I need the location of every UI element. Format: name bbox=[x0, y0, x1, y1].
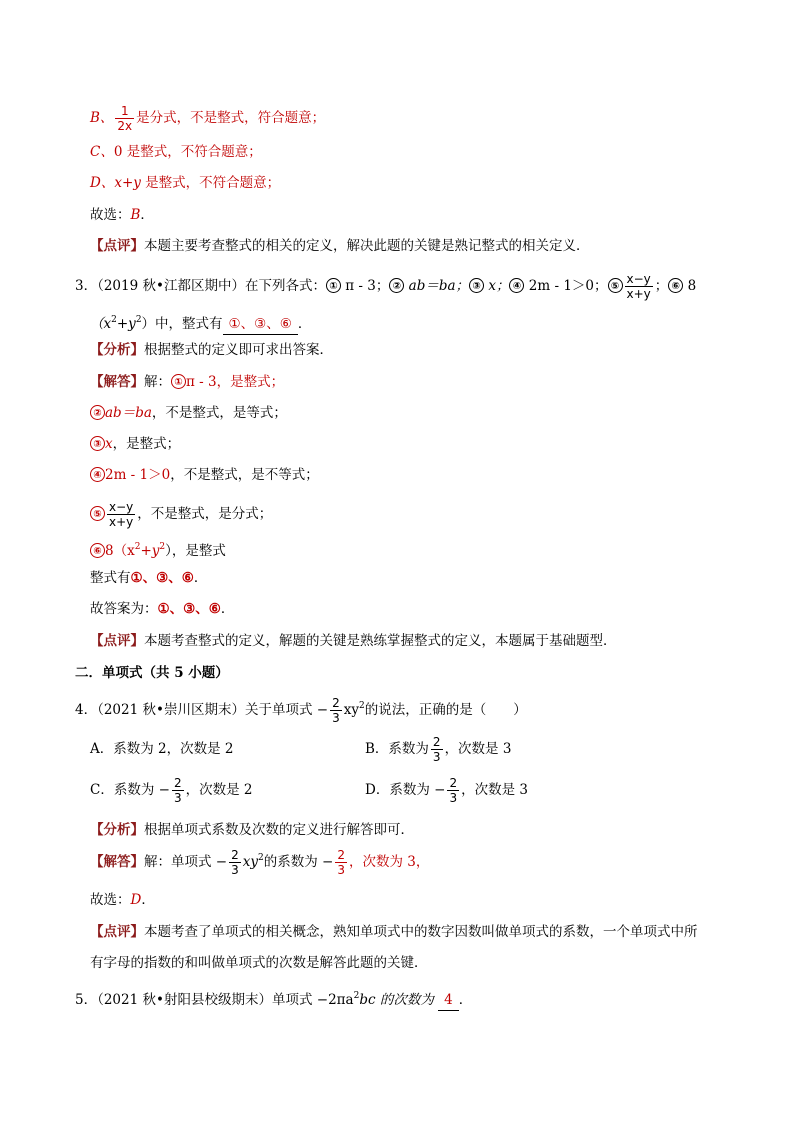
option-label: D、 bbox=[90, 175, 115, 191]
q3-final-answer: 故答案为：①、③、⑥． bbox=[90, 601, 235, 617]
q4-comment-line2: 有字母的指数的和叫做单项式的次数是解答此题的关键． bbox=[90, 955, 428, 971]
q4-analysis: 【分析】根据单项式系数及次数的定义进行解答即可． bbox=[90, 822, 414, 838]
q4-stem: 4．（2021 秋•崇川区期末）关于单项式 − $\frac{2}{3}$ $xy^2$的说法，正确的是（ ） bbox=[75, 696, 527, 725]
option-label: C、 bbox=[90, 144, 114, 160]
answer-blank: 4 bbox=[438, 990, 459, 1011]
question-number: 3． bbox=[75, 278, 98, 294]
fraction: $\frac{2}{3}$ bbox=[449, 776, 458, 805]
fraction: $\frac{2}{3}$ bbox=[337, 848, 345, 877]
option-b[interactable]: B．系数为 $\frac{2}{3}$ ，次数是 3 bbox=[365, 735, 512, 764]
fraction: $\frac{1}{2x}$ bbox=[117, 104, 133, 133]
comment-tag: 【点评】 bbox=[90, 238, 144, 254]
q3-step-5: ⑤ $\frac{x-y}{x+y}$ ，不是整式，是分式； bbox=[90, 500, 272, 529]
option-d-explanation bbox=[90, 173, 280, 193]
answer-blank: ①、③、⑥ bbox=[223, 314, 298, 335]
section-heading: 二．单项式（共 5 小题） bbox=[75, 665, 229, 681]
q3-analysis: 【分析】根据整式的定义即可求出答案． bbox=[90, 342, 333, 358]
option-c[interactable]: C．系数为 − $\frac{2}{3}$ ，次数是 2 bbox=[90, 776, 253, 805]
q2-choice: 故选：B． bbox=[90, 207, 154, 223]
q3-comment: 【点评】本题考查整式的定义，解题的关键是熟练掌握整式的定义，本题属于基础题型． bbox=[90, 633, 617, 649]
q3-summary: 整式有①、③、⑥． bbox=[90, 570, 208, 586]
expression: x+y bbox=[114, 175, 141, 191]
fraction: $\frac{x-y}{x+y}$ bbox=[109, 500, 134, 529]
q3-step-3: ③ x，是整式； bbox=[90, 434, 180, 454]
explanation-text: 是整式，不符合题意； bbox=[140, 175, 281, 191]
q3-stem: 3．（2019 秋•江都区期中）在下列各式： ① π - 3； ② ab＝ba； ③ x； ④ 2m - 1＞0； ⑤ $\frac{x-y}{x+y}$ ； ⑥ 8 bbox=[75, 272, 697, 301]
explanation-text: 是分式，不是整式，符合题意； bbox=[136, 110, 326, 126]
q3-step-6: ⑥ $8(x^2+y^2)$，是整式 bbox=[90, 537, 226, 561]
explanation-text: 0 是整式，不符合题意； bbox=[113, 144, 262, 160]
q4-comment: 【点评】本题考查了单项式的相关概念，熟知单项式中的数字因数叫做单项式的系数，一个单项式中所 bbox=[90, 924, 698, 940]
q4-solution: 【解答】解：单项式 − $\frac{2}{3}$ $xy^2$的系数为 − $\frac{2}{3}$ ，次数为 3， bbox=[90, 848, 430, 877]
q2-comment: 【点评】本题主要考查整式的相关的定义，解决此题的关键是熟记整式的相关定义． bbox=[90, 238, 590, 254]
q3-solution: 【解答】解： ① π - 3，是整式； bbox=[90, 374, 285, 390]
fraction: $\frac{2}{3}$ bbox=[173, 776, 182, 805]
fraction: $\frac{2}{3}$ bbox=[231, 848, 239, 877]
fraction: $\frac{2}{3}$ bbox=[432, 735, 441, 764]
q3-step-4: ④ 2m - 1＞0，不是整式，是不等式； bbox=[90, 465, 319, 485]
fraction: $\frac{2}{3}$ bbox=[332, 696, 340, 725]
q5-stem: 5．（2021 秋•射阳县校级期末）单项式 $-2\pi a^2bc$ 的次数为 4 ． bbox=[75, 986, 472, 1011]
option-label: B、 bbox=[90, 110, 114, 126]
question-source: （2019 秋•江都区期中） bbox=[97, 278, 245, 294]
q3-stem-line2: $(x^2+y^2)$中，整式有 ①、③、⑥ ． bbox=[90, 310, 311, 335]
option-b-explanation bbox=[90, 104, 325, 133]
q4-choice: 故选：D． bbox=[90, 892, 155, 908]
option-c-explanation bbox=[90, 142, 262, 162]
fraction: $\frac{x-y}{x+y}$ bbox=[626, 272, 651, 301]
option-a[interactable]: A．系数为 2，次数是 2 bbox=[90, 741, 234, 757]
option-d[interactable]: D．系数为 − $\frac{2}{3}$ ，次数是 3 bbox=[365, 776, 528, 805]
q3-step-2: ② ab＝ba，不是整式，是等式； bbox=[90, 403, 287, 423]
